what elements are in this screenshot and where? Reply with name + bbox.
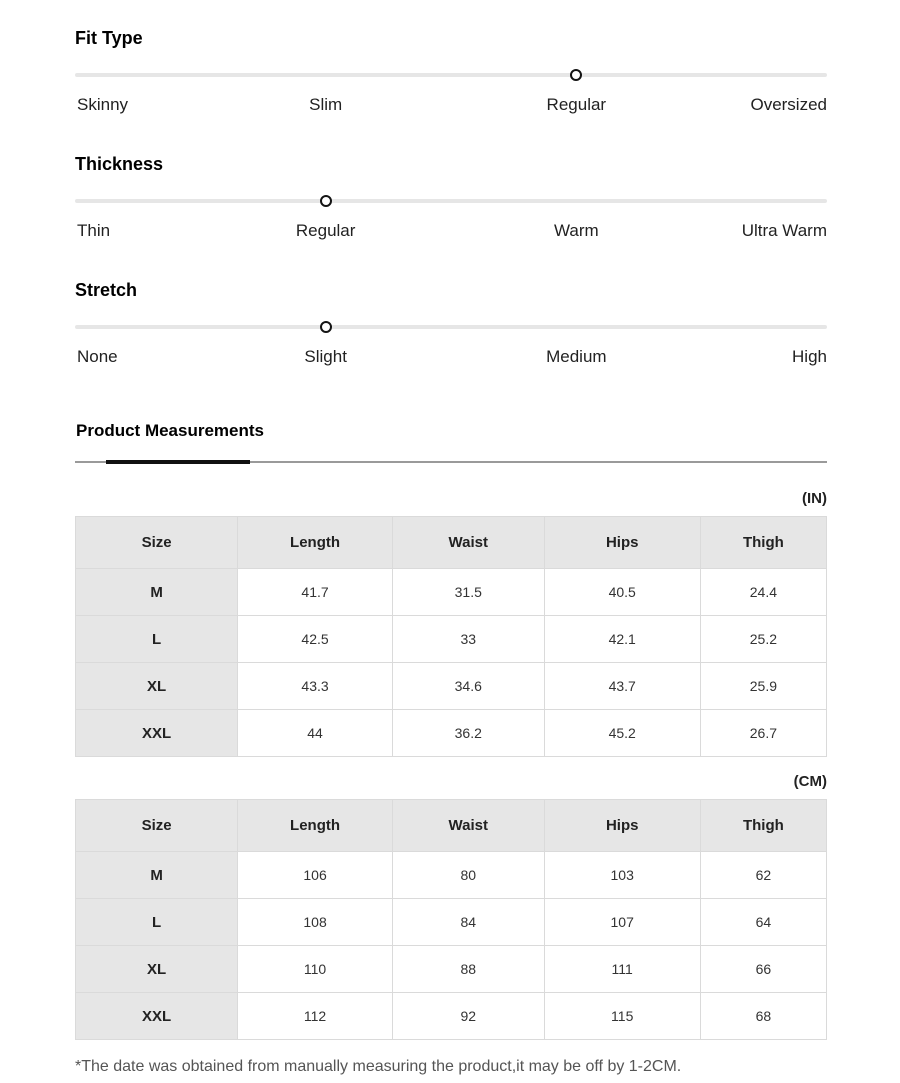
fit-type-slider: [75, 68, 827, 82]
value-cell: 45.2: [544, 710, 700, 757]
value-cell: 41.7: [238, 569, 393, 616]
value-cell: 34.6: [392, 663, 544, 710]
value-cell: 80: [392, 852, 544, 899]
measurement-disclaimer: *The date was obtained from manually measuring the product,it may be off by 1-2CM.: [75, 1058, 682, 1075]
thickness-labels: [75, 219, 827, 243]
value-cell: 31.5: [392, 569, 544, 616]
fit-type-labels: [75, 93, 827, 117]
column-header-size: Size: [76, 517, 238, 569]
stretch-option-none: None: [77, 347, 118, 366]
value-cell: 111: [544, 946, 700, 993]
table-row: [76, 569, 827, 616]
column-header-thigh: Thigh: [700, 517, 826, 569]
value-cell: 92: [392, 993, 544, 1040]
value-cell: 110: [238, 946, 393, 993]
size-cell: XL: [76, 663, 238, 710]
value-cell: 68: [700, 993, 826, 1040]
column-header-hips: Hips: [544, 517, 700, 569]
fit-type-title: Fit Type: [75, 28, 143, 48]
unit-label-cm: (CM): [793, 773, 827, 790]
value-cell: 33: [392, 616, 544, 663]
thickness-option-regular: Regular: [295, 221, 356, 240]
fit-type-slider-track: [75, 73, 827, 77]
fit-type-option-skinny: Skinny: [77, 95, 129, 114]
value-cell: 42.5: [238, 616, 393, 663]
value-cell: 112: [238, 993, 393, 1040]
value-cell: 108: [238, 899, 393, 946]
column-header-length: Length: [238, 517, 393, 569]
value-cell: 88: [392, 946, 544, 993]
size-cell: L: [76, 899, 238, 946]
thickness-title: Thickness: [75, 154, 164, 174]
table-row: [76, 852, 827, 899]
value-cell: 106: [238, 852, 393, 899]
product-measurements-section: [75, 420, 827, 1076]
unit-label-in: (IN): [802, 490, 827, 507]
table-header-row: [76, 517, 827, 569]
value-cell: 24.4: [700, 569, 826, 616]
size-cell: XXL: [76, 993, 238, 1040]
size-cell: M: [76, 569, 238, 616]
measurements-table-cm: [75, 799, 827, 1040]
value-cell: 66: [700, 946, 826, 993]
value-cell: 42.1: [544, 616, 700, 663]
column-header-waist: Waist: [392, 800, 544, 852]
measurements-table-in: [75, 516, 827, 757]
value-cell: 44: [238, 710, 393, 757]
size-cell: XL: [76, 946, 238, 993]
thickness-option-warm: Warm: [553, 221, 599, 240]
value-cell: 36.2: [392, 710, 544, 757]
thickness-section: [75, 153, 827, 243]
stretch-section: [75, 279, 827, 369]
fit-type-section: [75, 27, 827, 117]
table-header-row: [76, 800, 827, 852]
stretch-slider: [75, 320, 827, 334]
value-cell: 43.3: [238, 663, 393, 710]
column-header-length: Length: [238, 800, 393, 852]
value-cell: 25.2: [700, 616, 826, 663]
table-row: [76, 710, 827, 757]
value-cell: 64: [700, 899, 826, 946]
fit-type-option-oversized: Oversized: [750, 95, 827, 114]
column-header-size: Size: [76, 800, 238, 852]
product-measurements-title: Product Measurements: [76, 421, 264, 440]
column-header-thigh: Thigh: [700, 800, 826, 852]
value-cell: 40.5: [544, 569, 700, 616]
value-cell: 115: [544, 993, 700, 1040]
table-row: [76, 946, 827, 993]
stretch-title: Stretch: [75, 280, 138, 300]
thickness-option-thin: Thin: [77, 221, 111, 240]
section-divider: [75, 461, 827, 463]
stretch-slider-track: [75, 325, 827, 329]
stretch-option-slight: Slight: [304, 347, 347, 366]
column-header-hips: Hips: [544, 800, 700, 852]
fit-type-option-slim: Slim: [309, 95, 343, 114]
table-row: [76, 993, 827, 1040]
thickness-option-ultra-warm: Ultra Warm: [741, 221, 827, 240]
size-cell: M: [76, 852, 238, 899]
value-cell: 26.7: [700, 710, 826, 757]
value-cell: 62: [700, 852, 826, 899]
value-cell: 84: [392, 899, 544, 946]
fit-type-slider-marker[interactable]: [570, 69, 582, 81]
table-row: [76, 899, 827, 946]
table-row: [76, 616, 827, 663]
value-cell: 25.9: [700, 663, 826, 710]
fit-type-option-regular: Regular: [546, 95, 607, 114]
size-cell: XXL: [76, 710, 238, 757]
value-cell: 43.7: [544, 663, 700, 710]
size-cell: L: [76, 616, 238, 663]
value-cell: 103: [544, 852, 700, 899]
stretch-option-medium: Medium: [546, 347, 607, 366]
thickness-slider: [75, 194, 827, 208]
stretch-slider-marker[interactable]: [320, 321, 332, 333]
thickness-slider-track: [75, 199, 827, 203]
thickness-slider-marker[interactable]: [320, 195, 332, 207]
stretch-labels: [75, 345, 827, 369]
value-cell: 107: [544, 899, 700, 946]
table-row: [76, 663, 827, 710]
active-tab-indicator: [106, 460, 250, 464]
column-header-waist: Waist: [392, 517, 544, 569]
stretch-option-high: High: [792, 347, 827, 366]
